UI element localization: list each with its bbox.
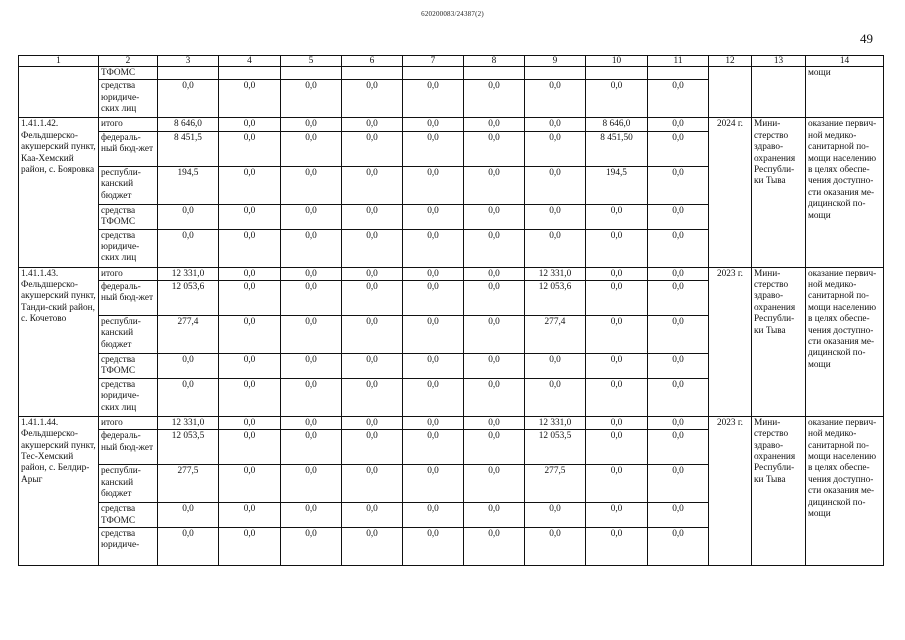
source-label: федераль-ный бюд-жет: [99, 131, 158, 166]
document-id: 620200083/24387(2): [421, 10, 484, 18]
value-cell: 0,0: [403, 267, 464, 280]
value-cell: 0,0: [586, 80, 648, 118]
value-cell: 0,0: [281, 354, 342, 379]
value-cell: 0,0: [525, 204, 586, 229]
value-cell: 0,0: [158, 354, 219, 379]
value-cell: 0,0: [586, 267, 648, 280]
value-cell: 0,0: [464, 378, 525, 416]
value-cell: 0,0: [464, 354, 525, 379]
value-cell: 0,0: [342, 131, 403, 166]
value-cell: 0,0: [281, 229, 342, 267]
value-cell: 194,5: [158, 166, 219, 204]
value-cell: 0,0: [342, 229, 403, 267]
value-cell: 0,0: [464, 430, 525, 465]
executor-cell: Мини-стерство здраво-охранения Республи-ки Тыва: [752, 416, 806, 565]
value-cell: 0,0: [464, 166, 525, 204]
continuation-row: [19, 67, 884, 80]
value-cell: 0,0: [219, 80, 281, 118]
value-cell: 12 331,0: [158, 416, 219, 429]
value-cell: 0,0: [586, 503, 648, 528]
continuation-blank: [19, 67, 99, 118]
budget-table: [18, 55, 884, 566]
result-cell: оказание первич-ной медико-санитарной по-мощи населению в целях обеспе-чения доступно-сти оказания ме-дицинской по-мощи: [806, 267, 884, 416]
value-cell: 0,0: [464, 204, 525, 229]
value-cell: 0,0: [586, 204, 648, 229]
value-cell: 12 053,6: [525, 281, 586, 316]
value-cell: 0,0: [648, 378, 709, 416]
value-cell: 0,0: [403, 118, 464, 131]
value-cell: 0,0: [586, 229, 648, 267]
value-cell: 0,0: [219, 267, 281, 280]
value-cell: 0,0: [219, 503, 281, 528]
value-cell: 0,0: [281, 378, 342, 416]
value-cell: 0,0: [525, 118, 586, 131]
value-cell: 0,0: [525, 503, 586, 528]
value-cell: 277,5: [525, 465, 586, 503]
value-cell: 0,0: [342, 465, 403, 503]
value-cell: 8 451,5: [158, 131, 219, 166]
value-cell: 0,0: [158, 503, 219, 528]
executor-cell: Мини-стерство здраво-охранения Республи-ки Тыва: [752, 267, 806, 416]
value-cell: 0,0: [219, 204, 281, 229]
value-cell: 0,0: [648, 281, 709, 316]
value-cell: 0,0: [403, 503, 464, 528]
value-cell: 0,0: [403, 204, 464, 229]
value-cell: 0,0: [158, 80, 219, 118]
value-cell: 0,0: [342, 354, 403, 379]
value-cell: 8 646,0: [158, 118, 219, 131]
table-row: [19, 118, 884, 131]
value-cell: 0,0: [403, 229, 464, 267]
value-cell: 0,0: [586, 281, 648, 316]
source-label: средства юридиче-: [99, 528, 158, 566]
value-cell: 0,0: [342, 204, 403, 229]
source-label: итого: [99, 267, 158, 280]
value-cell: 0,0: [158, 229, 219, 267]
value-cell: 12 053,6: [158, 281, 219, 316]
value-cell: 0,0: [158, 378, 219, 416]
value-cell: 0,0: [281, 118, 342, 131]
value-cell: 0,0: [219, 118, 281, 131]
source-label: средства юридиче-ских лиц: [99, 378, 158, 416]
value-cell: 0,0: [158, 528, 219, 566]
value-cell: 0,0: [219, 528, 281, 566]
result-cell: мощи: [806, 67, 884, 118]
value-cell: 0,0: [281, 430, 342, 465]
value-cell: 277,4: [158, 316, 219, 354]
table-body: [19, 56, 884, 566]
value-cell: 0,0: [403, 166, 464, 204]
value-cell: 0,0: [219, 416, 281, 429]
value-cell: 0,0: [219, 229, 281, 267]
value-cell: 0,0: [281, 528, 342, 566]
value-cell: [158, 67, 219, 80]
source-label: республи-канский бюджет: [99, 316, 158, 354]
result-cell: оказание первич-ной медико-санитарной по-мощи населению в целях обеспе-чения доступно-сти оказания ме-дицинской по-мощи: [806, 416, 884, 565]
value-cell: 277,4: [525, 316, 586, 354]
value-cell: 0,0: [403, 416, 464, 429]
value-cell: 0,0: [525, 354, 586, 379]
column-number: 9: [525, 56, 586, 67]
value-cell: [464, 67, 525, 80]
source-label: республи-канский бюджет: [99, 166, 158, 204]
value-cell: 0,0: [281, 204, 342, 229]
source-label: средства ТФОМС: [99, 204, 158, 229]
value-cell: 0,0: [342, 430, 403, 465]
value-cell: 0,0: [403, 430, 464, 465]
executor-cell: [752, 67, 806, 118]
value-cell: 0,0: [219, 166, 281, 204]
value-cell: [281, 67, 342, 80]
source-label: ТФОМС: [99, 67, 158, 80]
value-cell: 0,0: [586, 528, 648, 566]
value-cell: 0,0: [648, 465, 709, 503]
value-cell: 0,0: [525, 229, 586, 267]
year-cell: [709, 67, 752, 118]
value-cell: 0,0: [648, 354, 709, 379]
value-cell: 0,0: [648, 316, 709, 354]
value-cell: 0,0: [648, 528, 709, 566]
value-cell: 12 053,5: [158, 430, 219, 465]
value-cell: 0,0: [342, 316, 403, 354]
executor-cell: Мини-стерство здраво-охранения Республи-ки Тыва: [752, 118, 806, 267]
value-cell: 0,0: [648, 430, 709, 465]
value-cell: 0,0: [648, 204, 709, 229]
value-cell: 0,0: [281, 267, 342, 280]
value-cell: 0,0: [403, 378, 464, 416]
column-number: 12: [709, 56, 752, 67]
value-cell: 0,0: [403, 528, 464, 566]
value-cell: 0,0: [586, 416, 648, 429]
value-cell: 0,0: [525, 378, 586, 416]
value-cell: 0,0: [648, 166, 709, 204]
value-cell: 0,0: [342, 503, 403, 528]
value-cell: 0,0: [464, 229, 525, 267]
column-number: 1: [19, 56, 99, 67]
value-cell: 0,0: [648, 80, 709, 118]
table-row: [19, 416, 884, 429]
object-name: 1.41.1.42. Фельдшерско-акушерский пункт, Каа-Хемский район, с. Бояровка: [19, 118, 99, 267]
source-label: средства ТФОМС: [99, 354, 158, 379]
table-row: [19, 267, 884, 280]
source-label: средства юридиче-ских лиц: [99, 80, 158, 118]
value-cell: 0,0: [648, 503, 709, 528]
value-cell: 194,5: [586, 166, 648, 204]
value-cell: 0,0: [648, 229, 709, 267]
value-cell: 0,0: [525, 131, 586, 166]
header-row: [19, 56, 884, 67]
value-cell: 0,0: [219, 378, 281, 416]
value-cell: 0,0: [586, 354, 648, 379]
value-cell: 0,0: [464, 267, 525, 280]
value-cell: 0,0: [464, 465, 525, 503]
value-cell: 0,0: [464, 528, 525, 566]
value-cell: [525, 67, 586, 80]
column-number: 2: [99, 56, 158, 67]
source-label: федераль-ный бюд-жет: [99, 430, 158, 465]
column-number: 10: [586, 56, 648, 67]
year-cell: 2024 г.: [709, 118, 752, 267]
value-cell: 0,0: [219, 430, 281, 465]
value-cell: 0,0: [342, 378, 403, 416]
value-cell: 0,0: [464, 131, 525, 166]
value-cell: 0,0: [586, 465, 648, 503]
value-cell: 0,0: [403, 281, 464, 316]
value-cell: 0,0: [219, 354, 281, 379]
source-label: средства ТФОМС: [99, 503, 158, 528]
column-number: 3: [158, 56, 219, 67]
value-cell: 0,0: [342, 166, 403, 204]
value-cell: 0,0: [219, 316, 281, 354]
year-cell: 2023 г.: [709, 416, 752, 565]
value-cell: 0,0: [219, 465, 281, 503]
value-cell: [219, 67, 281, 80]
value-cell: 0,0: [281, 131, 342, 166]
page-number: 49: [860, 31, 873, 46]
value-cell: 277,5: [158, 465, 219, 503]
column-number: 5: [281, 56, 342, 67]
source-label: итого: [99, 118, 158, 131]
column-number: 4: [219, 56, 281, 67]
value-cell: 0,0: [342, 118, 403, 131]
object-name: 1.41.1.44. Фельдшерско-акушерский пункт, Тес-Хемский район, с. Белдир-Арыг: [19, 416, 99, 565]
value-cell: 0,0: [464, 281, 525, 316]
value-cell: 0,0: [219, 281, 281, 316]
column-number: 7: [403, 56, 464, 67]
value-cell: [342, 67, 403, 80]
value-cell: 0,0: [219, 131, 281, 166]
value-cell: 0,0: [586, 430, 648, 465]
value-cell: 0,0: [342, 80, 403, 118]
value-cell: 12 331,0: [525, 267, 586, 280]
value-cell: 12 331,0: [525, 416, 586, 429]
value-cell: 0,0: [403, 131, 464, 166]
value-cell: 0,0: [158, 204, 219, 229]
value-cell: 0,0: [464, 503, 525, 528]
source-label: республи-канский бюджет: [99, 465, 158, 503]
value-cell: 0,0: [342, 267, 403, 280]
value-cell: 8 451,50: [586, 131, 648, 166]
value-cell: 0,0: [525, 528, 586, 566]
column-number: 6: [342, 56, 403, 67]
value-cell: 0,0: [648, 118, 709, 131]
column-number: 11: [648, 56, 709, 67]
value-cell: 0,0: [281, 316, 342, 354]
value-cell: 0,0: [525, 166, 586, 204]
value-cell: 0,0: [525, 80, 586, 118]
value-cell: 0,0: [464, 416, 525, 429]
value-cell: 0,0: [281, 166, 342, 204]
value-cell: 0,0: [281, 503, 342, 528]
year-cell: 2023 г.: [709, 267, 752, 416]
value-cell: 0,0: [648, 416, 709, 429]
value-cell: 0,0: [403, 465, 464, 503]
value-cell: 0,0: [586, 316, 648, 354]
value-cell: 0,0: [403, 354, 464, 379]
column-number: 14: [806, 56, 884, 67]
value-cell: 0,0: [648, 267, 709, 280]
source-label: федераль-ный бюд-жет: [99, 281, 158, 316]
value-cell: 0,0: [281, 80, 342, 118]
value-cell: 0,0: [342, 416, 403, 429]
column-number: 8: [464, 56, 525, 67]
column-number: 13: [752, 56, 806, 67]
value-cell: [648, 67, 709, 80]
value-cell: 0,0: [281, 281, 342, 316]
value-cell: 8 646,0: [586, 118, 648, 131]
value-cell: 0,0: [586, 378, 648, 416]
value-cell: 0,0: [403, 316, 464, 354]
value-cell: 0,0: [464, 80, 525, 118]
value-cell: [586, 67, 648, 80]
value-cell: 0,0: [342, 281, 403, 316]
result-cell: оказание первич-ной медико-санитарной по-мощи населению в целях обеспе-чения доступно-сти оказания ме-дицинской по-мощи: [806, 118, 884, 267]
object-name: 1.41.1.43. Фельдшерско-акушерский пункт, Танди-ский район, с. Кочетово: [19, 267, 99, 416]
value-cell: 0,0: [464, 118, 525, 131]
value-cell: 12 053,5: [525, 430, 586, 465]
source-label: итого: [99, 416, 158, 429]
value-cell: 12 331,0: [158, 267, 219, 280]
value-cell: 0,0: [342, 528, 403, 566]
source-label: средства юридиче-ских лиц: [99, 229, 158, 267]
value-cell: 0,0: [281, 465, 342, 503]
value-cell: [403, 67, 464, 80]
value-cell: 0,0: [648, 131, 709, 166]
value-cell: 0,0: [403, 80, 464, 118]
value-cell: 0,0: [464, 316, 525, 354]
value-cell: 0,0: [281, 416, 342, 429]
